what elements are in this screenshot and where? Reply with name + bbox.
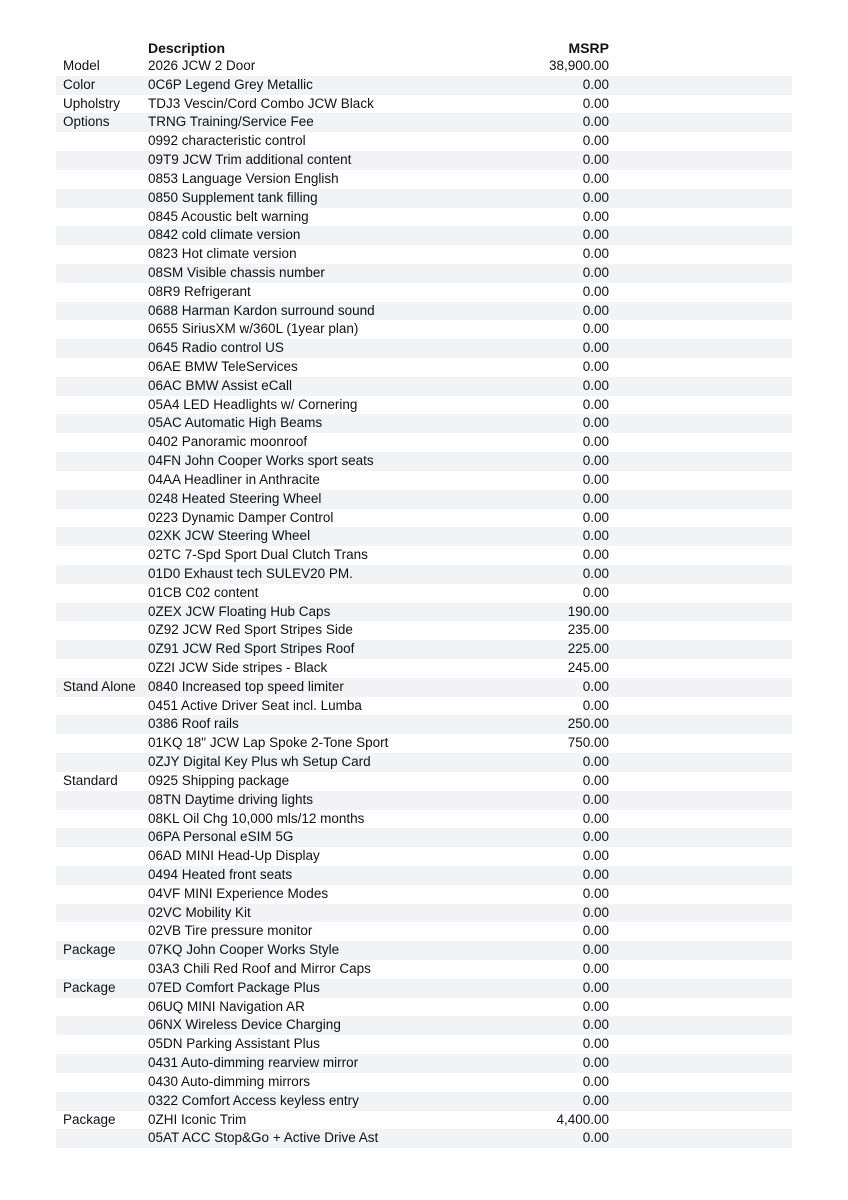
row-description: 0992 characteristic control: [148, 133, 306, 149]
table-row: [56, 113, 792, 132]
row-description: TDJ3 Vescin/Cord Combo JCW Black: [148, 95, 374, 111]
table-row: [56, 1035, 792, 1054]
row-category: Upholstry: [63, 95, 121, 111]
row-description: 07ED Comfort Package Plus: [148, 979, 320, 995]
table-row: [56, 678, 792, 697]
table-row: [56, 941, 792, 960]
row-description: 08TN Daytime driving lights: [148, 791, 314, 807]
row-description: 0494 Heated front seats: [148, 866, 293, 882]
row-msrp: 0.00: [582, 453, 609, 469]
row-category: Stand Alone: [63, 678, 136, 694]
table-row: [56, 245, 792, 264]
table-row: [56, 565, 792, 584]
row-description: 07KQ John Cooper Works Style: [148, 942, 340, 958]
description-header: Description: [148, 40, 226, 56]
row-description: 05AT ACC Stop&Go + Active Drive Ast: [148, 1130, 379, 1146]
row-description: 01KQ 18" JCW Lap Spoke 2-Tone Sport: [148, 735, 389, 751]
table-row: [56, 659, 792, 678]
row-msrp: 0.00: [582, 170, 609, 186]
row-category: Model: [63, 58, 100, 73]
row-description: 08SM Visible chassis number: [148, 264, 325, 280]
row-msrp: 0.00: [582, 415, 609, 431]
row-msrp: 0.00: [582, 1130, 609, 1146]
row-description: 09T9 JCW Trim additional content: [148, 152, 352, 168]
table-row: [56, 490, 792, 509]
table-row: [56, 866, 792, 885]
row-msrp: 0.00: [582, 114, 609, 130]
row-msrp: 190.00: [567, 603, 609, 619]
row-msrp: 0.00: [582, 283, 609, 299]
table-row: [56, 847, 792, 866]
table-row: [56, 791, 792, 810]
row-description: 05A4 LED Headlights w/ Cornering: [148, 396, 358, 412]
row-msrp: 0.00: [582, 791, 609, 807]
row-description: 03A3 Chili Red Roof and Mirror Caps: [148, 961, 371, 976]
table-row: [56, 377, 792, 396]
row-category: Standard: [63, 772, 118, 788]
row-description: 0430 Auto-dimming mirrors: [148, 1073, 311, 1089]
row-description: 0845 Acoustic belt warning: [148, 208, 309, 224]
table-row: [56, 603, 792, 622]
row-description: 02VC Mobility Kit: [148, 904, 251, 920]
row-msrp: 0.00: [582, 340, 609, 356]
table-row: [56, 1111, 792, 1130]
row-msrp: 0.00: [582, 772, 609, 788]
table-row: [56, 979, 792, 998]
row-msrp: 0.00: [582, 490, 609, 506]
row-msrp: 38,900.00: [548, 58, 609, 73]
row-description: 05AC Automatic High Beams: [148, 415, 323, 431]
row-msrp: 0.00: [582, 471, 609, 487]
table-row: [56, 302, 792, 321]
table-row: [56, 452, 792, 471]
row-msrp: 0.00: [582, 848, 609, 864]
row-msrp: 0.00: [582, 547, 609, 563]
row-description: 0451 Active Driver Seat incl. Lumba: [148, 697, 362, 713]
table-row: [56, 715, 792, 734]
table-row: [56, 527, 792, 546]
row-msrp: 0.00: [582, 509, 609, 525]
row-description: 0688 Harman Kardon surround sound: [148, 302, 375, 318]
row-description: 0925 Shipping package: [148, 772, 290, 788]
row-msrp: 0.00: [582, 754, 609, 770]
table-header: [56, 39, 792, 57]
table-row: [56, 358, 792, 377]
table-row: [56, 189, 792, 208]
row-description: 04FN John Cooper Works sport seats: [148, 453, 374, 469]
row-description: 04AA Headliner in Anthracite: [148, 471, 320, 487]
row-msrp: 0.00: [582, 264, 609, 280]
row-msrp: 0.00: [582, 189, 609, 205]
table-row: [56, 283, 792, 302]
row-description: 06NX Wireless Device Charging: [148, 1017, 341, 1033]
row-msrp: 235.00: [567, 622, 609, 638]
row-msrp: 250.00: [567, 716, 609, 732]
row-msrp: 0.00: [582, 152, 609, 168]
table-row: [56, 151, 792, 170]
row-description: 0Z91 JCW Red Sport Stripes Roof: [148, 641, 355, 657]
table-row: [56, 1016, 792, 1035]
row-msrp: 0.00: [582, 697, 609, 713]
row-description: 06AC BMW Assist eCall: [148, 377, 293, 393]
row-msrp: 0.00: [582, 1055, 609, 1071]
table-row: [56, 320, 792, 339]
row-description: 0322 Comfort Access keyless entry: [148, 1092, 359, 1108]
table-row: [56, 734, 792, 753]
row-msrp: 0.00: [582, 810, 609, 826]
row-description: 02VB Tire pressure monitor: [148, 923, 313, 939]
row-description: 06AE BMW TeleServices: [148, 359, 298, 374]
table-row: [56, 753, 792, 772]
row-msrp: 0.00: [582, 923, 609, 939]
row-msrp: 0.00: [582, 678, 609, 694]
table-row: [56, 640, 792, 659]
row-description: 0ZHI Iconic Trim: [148, 1111, 247, 1127]
table-row: [56, 170, 792, 189]
table-row: [56, 546, 792, 565]
row-msrp: 0.00: [582, 246, 609, 262]
row-description: 0Z92 JCW Red Sport Stripes Side: [148, 622, 353, 638]
table-row: [56, 922, 792, 941]
row-description: 06PA Personal eSIM 5G: [148, 829, 294, 845]
table-row: [56, 584, 792, 603]
row-description: 01D0 Exhaust tech SULEV20 PM.: [148, 565, 353, 581]
row-description: 0C6P Legend Grey Metallic: [148, 76, 313, 92]
row-description: 06AD MINI Head-Up Display: [148, 848, 320, 864]
table-row: [56, 1054, 792, 1073]
row-msrp: 0.00: [582, 979, 609, 995]
row-msrp: 0.00: [582, 885, 609, 901]
row-msrp: 0.00: [582, 302, 609, 318]
table-row: [56, 904, 792, 923]
row-msrp: 0.00: [582, 95, 609, 111]
row-description: 08R9 Refrigerant: [148, 283, 251, 299]
table-row: [56, 76, 792, 95]
row-msrp: 0.00: [582, 565, 609, 581]
row-msrp: 225.00: [567, 641, 609, 657]
row-description: 08KL Oil Chg 10,000 mls/12 months: [148, 810, 365, 826]
row-msrp: 0.00: [582, 396, 609, 412]
table-row: [56, 57, 792, 76]
row-description: 02TC 7-Spd Sport Dual Clutch Trans: [148, 547, 368, 563]
row-msrp: 0.00: [582, 829, 609, 845]
row-description: 0ZEX JCW Floating Hub Caps: [148, 603, 331, 619]
row-msrp: 0.00: [582, 133, 609, 149]
row-description: 0823 Hot climate version: [148, 246, 297, 262]
row-msrp: 245.00: [567, 660, 609, 675]
row-msrp: 0.00: [582, 377, 609, 393]
row-msrp: 0.00: [582, 942, 609, 958]
table-row: [56, 132, 792, 151]
table-row: [56, 960, 792, 979]
table-row: [56, 509, 792, 528]
table-row: [56, 885, 792, 904]
options-table: [56, 57, 792, 1148]
row-description: 0850 Supplement tank filling: [148, 189, 318, 205]
row-description: 01CB C02 content: [148, 584, 259, 600]
table-row: [56, 226, 792, 245]
table-row: [56, 208, 792, 227]
table-row: [56, 396, 792, 415]
row-description: 02XK JCW Steering Wheel: [148, 528, 311, 544]
table-row: [56, 1129, 792, 1148]
table-row: [56, 471, 792, 490]
row-description: 0842 cold climate version: [148, 227, 301, 243]
row-msrp: 0.00: [582, 434, 609, 450]
row-msrp: 0.00: [582, 528, 609, 544]
row-description: 06UQ MINI Navigation AR: [148, 998, 305, 1014]
row-description: 0853 Language Version English: [148, 170, 339, 186]
row-description: TRNG Training/Service Fee: [148, 114, 314, 130]
row-msrp: 4,400.00: [556, 1111, 609, 1127]
row-description: 0223 Dynamic Damper Control: [148, 509, 334, 525]
row-description: 0655 SiriusXM w/360L (1year plan): [148, 321, 359, 337]
row-msrp: 750.00: [567, 735, 609, 751]
row-msrp: 0.00: [582, 1017, 609, 1033]
row-msrp: 0.00: [582, 359, 609, 374]
row-msrp: 0.00: [582, 904, 609, 920]
row-category: Package: [63, 1111, 116, 1127]
row-msrp: 0.00: [582, 76, 609, 92]
row-description: 0ZJY Digital Key Plus wh Setup Card: [148, 754, 371, 770]
row-description: 0248 Heated Steering Wheel: [148, 490, 322, 506]
table-row: [56, 772, 792, 791]
row-msrp: 0.00: [582, 866, 609, 882]
table-row: [56, 621, 792, 640]
table-row: [56, 810, 792, 829]
row-msrp: 0.00: [582, 321, 609, 337]
table-row: [56, 339, 792, 358]
row-description: 0840 Increased top speed limiter: [148, 678, 344, 694]
row-description: 04VF MINI Experience Modes: [148, 885, 329, 901]
row-description: 05DN Parking Assistant Plus: [148, 1036, 320, 1052]
row-description: 2026 JCW 2 Door: [148, 58, 256, 73]
table-row: [56, 1092, 792, 1111]
table-row: [56, 433, 792, 452]
row-msrp: 0.00: [582, 961, 609, 976]
table-row: [56, 697, 792, 716]
row-msrp: 0.00: [582, 1073, 609, 1089]
row-msrp: 0.00: [582, 584, 609, 600]
row-category: Options: [63, 114, 110, 130]
row-description: 0645 Radio control US: [148, 340, 284, 356]
row-category: Package: [63, 979, 116, 995]
row-description: 0Z2I JCW Side stripes - Black: [148, 660, 328, 675]
table-row: [56, 95, 792, 114]
table-row: [56, 828, 792, 847]
row-msrp: 0.00: [582, 998, 609, 1014]
row-msrp: 0.00: [582, 1036, 609, 1052]
row-category: Color: [63, 76, 96, 92]
row-description: 0386 Roof rails: [148, 716, 239, 732]
row-description: 0431 Auto-dimming rearview mirror: [148, 1055, 359, 1071]
row-msrp: 0.00: [582, 1092, 609, 1108]
table-row: [56, 1073, 792, 1092]
table-row: [56, 998, 792, 1017]
msrp-header: MSRP: [568, 40, 609, 56]
row-msrp: 0.00: [582, 227, 609, 243]
row-description: 0402 Panoramic moonroof: [148, 434, 308, 450]
row-category: Package: [63, 942, 116, 958]
table-row: [56, 264, 792, 283]
row-msrp: 0.00: [582, 208, 609, 224]
table-row: [56, 414, 792, 433]
